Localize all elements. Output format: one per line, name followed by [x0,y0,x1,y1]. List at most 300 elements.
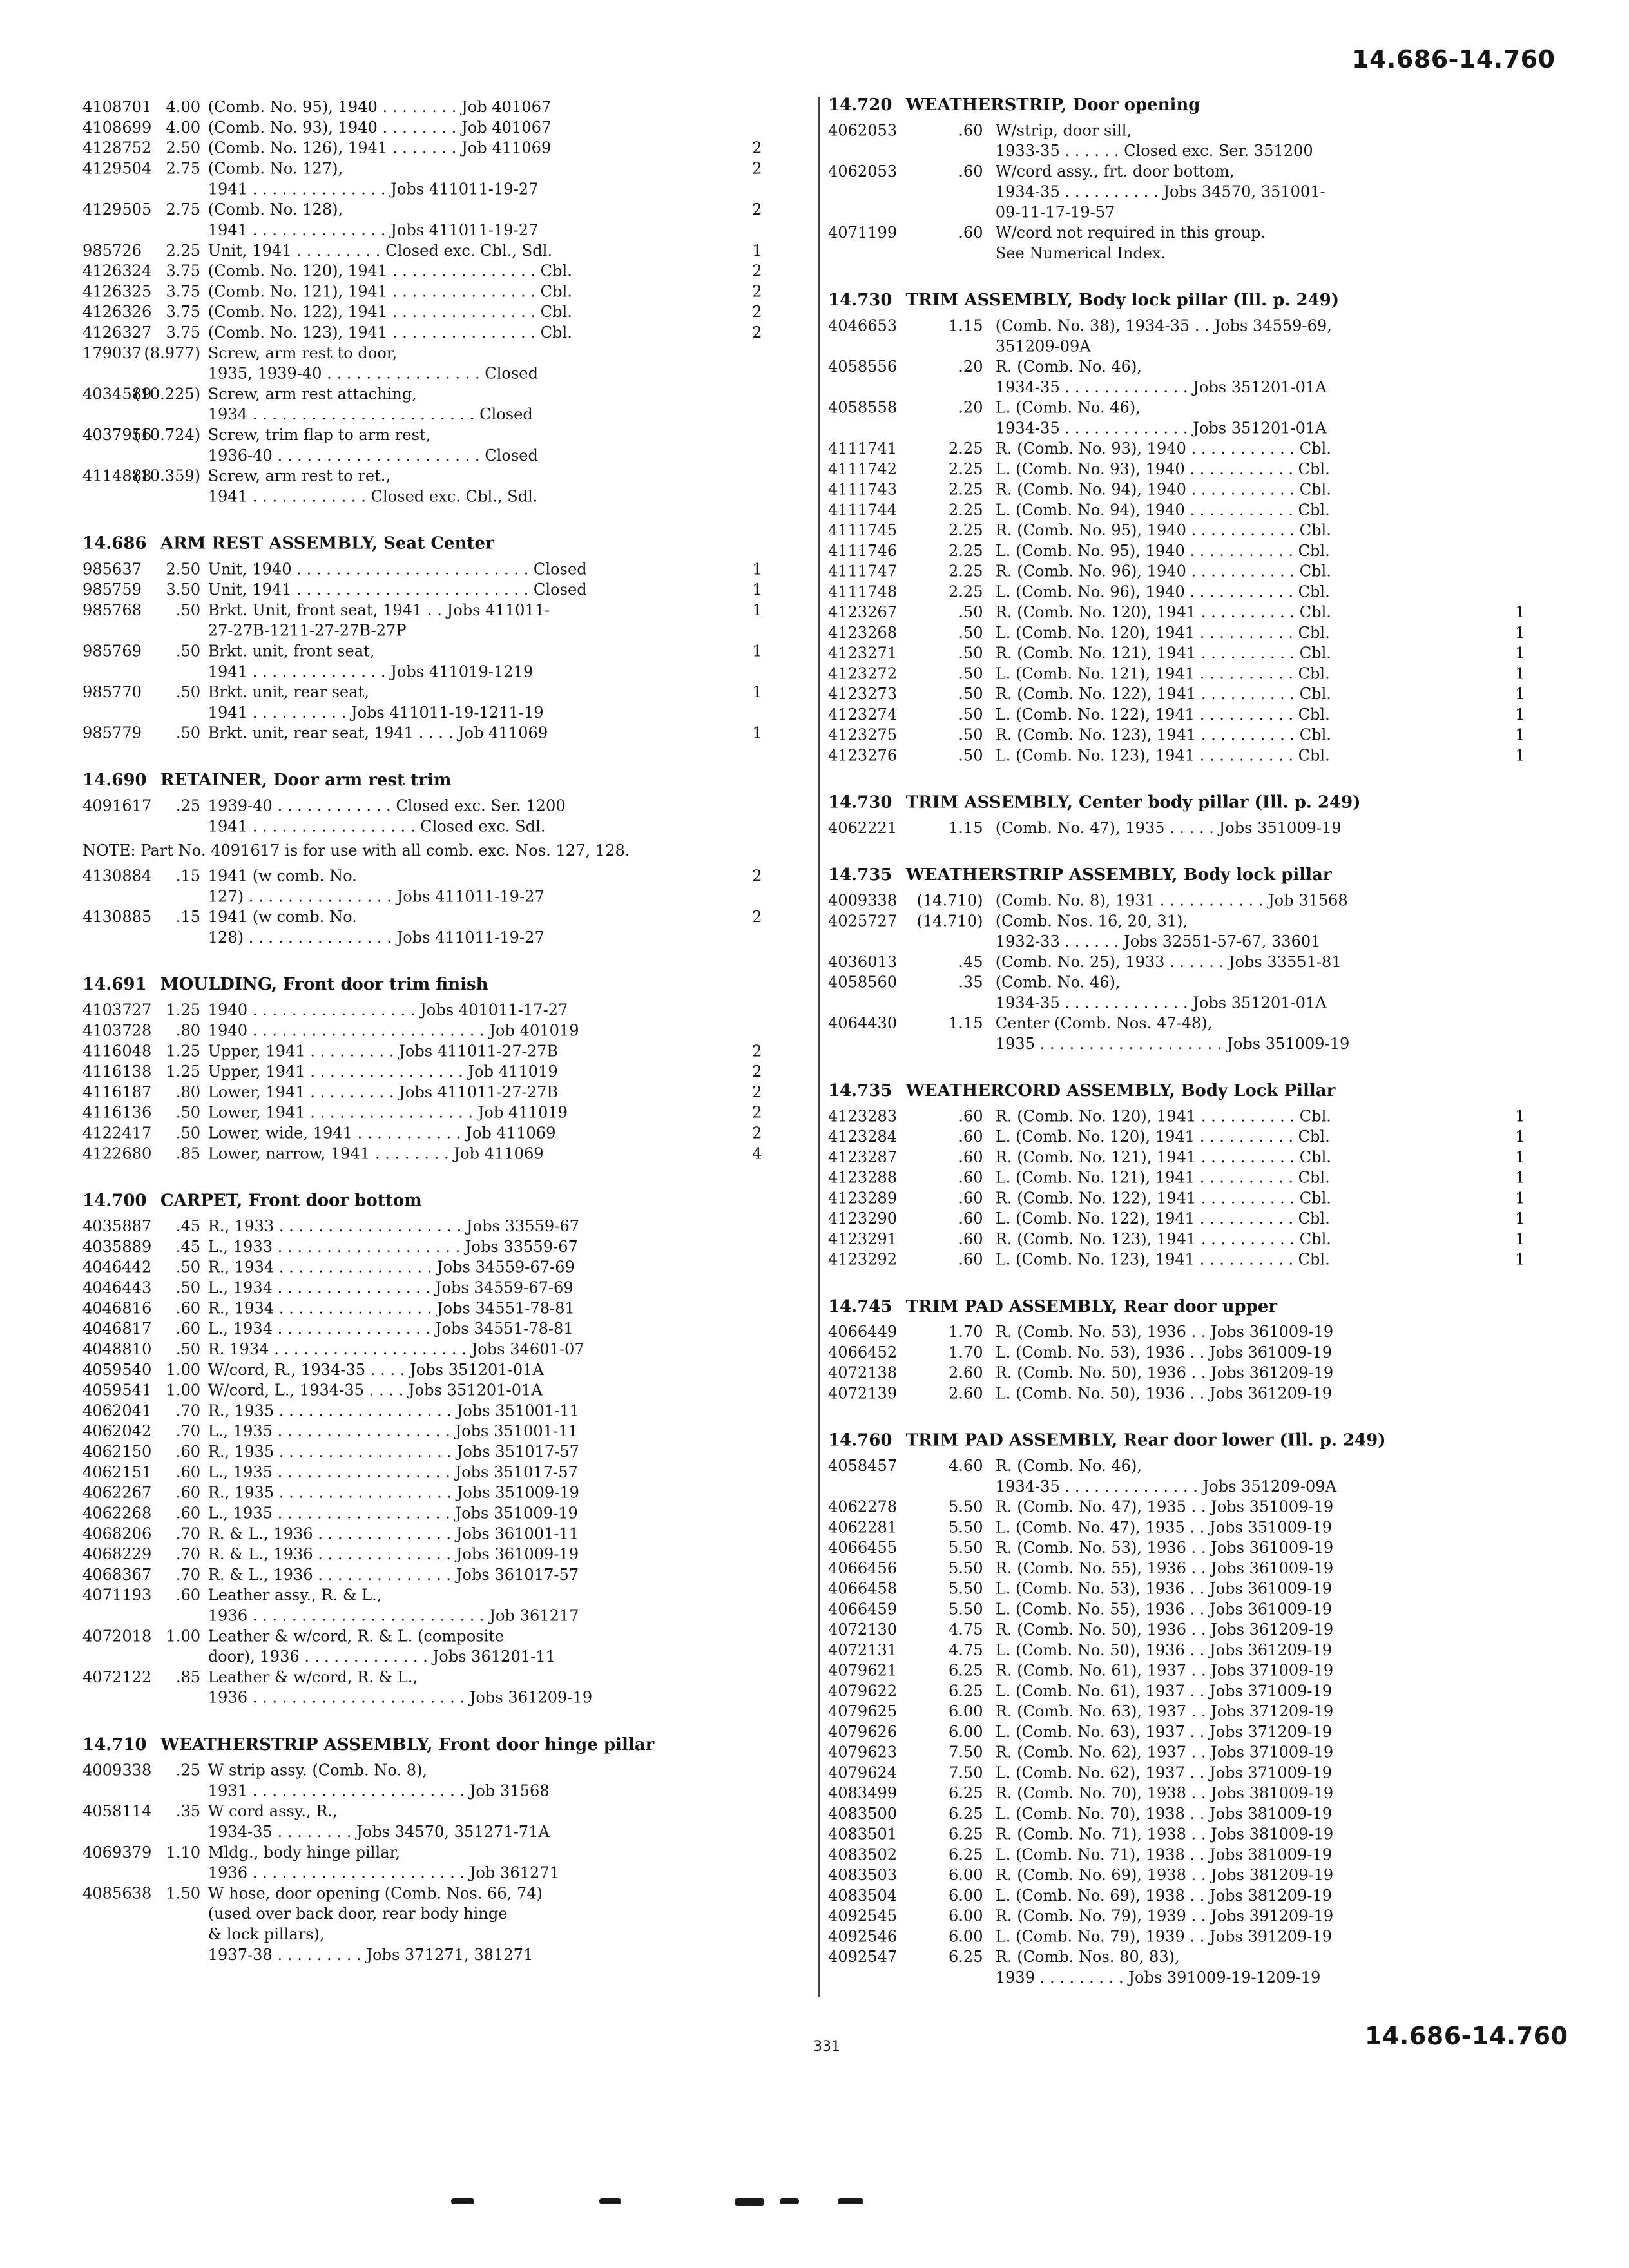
part-price: .50 [958,746,983,765]
part-row [828,890,1528,910]
part-row [828,581,1528,602]
description-line: R. (Comb. No. 47), 1935 . . Jobs 351009-19 [995,1497,1334,1516]
part-description [208,1564,742,1585]
part-description [996,120,1504,161]
part-row [82,1462,778,1483]
part-price: .50 [958,664,983,683]
description-line: L. (Comb. No. 46), [995,398,1141,417]
quantity: 1 [1515,726,1525,744]
part-row [82,322,778,343]
part-number: 4079623 [828,1743,898,1762]
part-row [82,1441,778,1462]
description-line: R. (Comb. No. 123), 1941 . . . . . . . . . . Cbl. [995,726,1331,744]
part-row [82,425,778,466]
part-number: 4062278 [828,1497,898,1516]
part-row [82,795,778,836]
part-row [828,1824,1528,1845]
part-price: .60 [958,1189,983,1207]
quantity: 2 [752,303,762,321]
part-price: .70 [175,1544,201,1563]
description-line: 1935 . . . . . . . . . . . . . . . . . . . Jobs 351009-19 [995,1034,1350,1053]
part-number: 4079621 [828,1661,898,1680]
description-line: L. (Comb. No. 61), 1937 . . Jobs 371009-19 [995,1682,1333,1700]
part-row [82,1216,778,1236]
part-row [82,117,778,138]
section-heading [828,289,1528,312]
description-line: L., 1935 . . . . . . . . . . . . . . . . . . Jobs 351001-11 [207,1422,578,1440]
section-heading [82,974,778,996]
part-description [996,1844,1504,1865]
part-number: 4123289 [828,1189,898,1207]
part-row [828,1456,1528,1497]
part-price: 1.25 [166,1042,201,1061]
part-row [82,1842,778,1883]
part-row [82,1801,778,1842]
part-price: .15 [175,907,201,926]
quantity: 1 [1515,664,1525,683]
part-price: 2.75 [166,200,201,218]
part-number: 4059540 [82,1360,152,1379]
part-number: 4035887 [82,1216,152,1235]
description-line: (Comb. No. 127), [207,159,343,178]
part-price: .50 [175,1340,201,1358]
quantity: 1 [1515,684,1525,703]
part-row [828,1660,1528,1681]
quantity: 2 [752,262,762,280]
description-line: (Comb. No. 95), 1940 . . . . . . . . Job 401067 [207,97,552,116]
part-price: 2.25 [948,459,983,478]
part-row [828,1013,1528,1054]
part-description [208,1360,742,1380]
part-price: 6.25 [948,1804,983,1823]
description-line: (Comb. No. 38), 1934-35 . . Jobs 34559-69, [995,316,1332,335]
description-line: R. (Comb. No. 93), 1940 . . . . . . . . . . . Cbl. [995,439,1331,457]
part-description [208,1061,742,1082]
part-price: 2.50 [166,560,201,579]
quantity: 2 [752,1042,762,1061]
description-line: R. (Comb. No. 71), 1938 . . Jobs 381009-19 [995,1825,1334,1843]
part-number: 4130885 [82,907,152,926]
part-row [82,1421,778,1441]
part-description [208,1216,742,1236]
description-line: 1935, 1939-40 . . . . . . . . . . . . . . . . Closed [207,364,539,383]
part-description [996,1906,1504,1927]
description-line: 128) . . . . . . . . . . . . . . . Jobs 411011-19-27 [207,928,545,947]
description-line: 1934-35 . . . . . . . . . . Jobs 34570, 351001- [995,182,1325,201]
part-price: 1.25 [166,1062,201,1081]
description-line: Unit, 1940 . . . . . . . . . . . . . . . . . . . . . . . . Closed [207,560,587,579]
description-line: L. (Comb. No. 69), 1938 . . Jobs 381209-19 [995,1886,1333,1905]
description-line: R. (Comb. No. 120), 1941 . . . . . . . . . . Cbl. [995,602,1331,621]
part-row [82,1564,778,1585]
part-price: .60 [958,121,983,140]
part-price: .60 [958,1229,983,1248]
part-price: .50 [958,623,983,642]
description-line: R., 1933 . . . . . . . . . . . . . . . . . . . Jobs 33559-67 [207,1216,580,1235]
part-number: 4116136 [82,1103,152,1122]
part-number: 4062281 [828,1518,898,1537]
part-description [996,643,1504,664]
part-description [208,795,742,836]
section-title: RETAINER, Door arm rest trim [160,770,452,790]
part-row [82,1503,778,1523]
description-line: R. (Comb. No. 50), 1936 . . Jobs 361209-19 [995,1620,1334,1639]
part-description [208,158,742,199]
part-row [82,1236,778,1257]
description-line: R. (Comb. Nos. 80, 83), [995,1948,1180,1966]
description-line: L. (Comb. No. 79), 1939 . . Jobs 391209-19 [995,1927,1333,1946]
part-description [208,1143,742,1164]
description-line: W/cord, L., 1934-35 . . . . Jobs 351201-01A [207,1381,543,1399]
part-row [82,1102,778,1123]
part-description [208,1544,742,1564]
part-description [996,581,1504,602]
part-description [208,1122,742,1143]
part-description [208,1462,742,1483]
part-price: 6.00 [948,1907,983,1925]
description-line: R. (Comb. No. 61), 1937 . . Jobs 371009-19 [995,1661,1334,1680]
quantity: 1 [1515,1128,1525,1146]
description-line: 1934 . . . . . . . . . . . . . . . . . . . . . . . Closed [207,405,533,424]
part-price: .60 [958,224,983,242]
part-row [828,1517,1528,1537]
part-row [828,1579,1528,1599]
part-row [828,316,1528,357]
part-description [996,1229,1504,1249]
part-price: 5.50 [948,1600,983,1619]
part-row [828,541,1528,561]
part-description [208,865,742,907]
part-number: 4123268 [828,623,898,642]
part-description [996,398,1504,439]
part-number: 4111748 [828,582,898,601]
description-line: (Comb. No. 46), [995,973,1121,992]
part-price: 2.60 [948,1363,983,1382]
quantity: 1 [1515,623,1525,642]
part-description [208,138,742,159]
part-row [828,1844,1528,1865]
part-description [208,1041,742,1061]
part-number: 4062151 [82,1463,152,1481]
part-number: 4046443 [82,1278,152,1297]
part-row [82,1760,778,1801]
description-line: L. (Comb. No. 122), 1941 . . . . . . . . . . Cbl. [995,1209,1330,1227]
description-line: L. (Comb. No. 71), 1938 . . Jobs 381009-19 [995,1845,1333,1864]
part-description [996,890,1504,910]
part-price: 1.00 [166,1627,201,1646]
part-description [996,972,1504,1013]
part-row [82,1298,778,1318]
part-price: .60 [958,1168,983,1187]
part-number: 4111744 [828,501,898,519]
part-number: 4009338 [82,1761,152,1780]
description-line: R. (Comb. No. 55), 1936 . . Jobs 361009-19 [995,1559,1334,1577]
description-line: 1939-40 . . . . . . . . . . . . Closed exc. Ser. 1200 [207,796,566,815]
description-line: 1941 . . . . . . . . . . Jobs 411011-19-1211-19 [207,703,544,722]
section-title: TRIM ASSEMBLY, Center body pillar (Ill. p. 249) [905,793,1361,812]
part-description [208,240,742,261]
description-line: Screw, arm rest to door, [207,343,398,362]
part-row [828,1926,1528,1946]
description-line: (Comb. No. 122), 1941 . . . . . . . . . . . . . . . Cbl. [207,303,572,321]
quantity: 1 [752,601,762,619]
part-description [208,1842,742,1883]
part-description [208,1318,742,1339]
part-row [828,120,1528,161]
quantity: 2 [752,323,762,341]
part-price: (14.710) [916,912,983,930]
part-price: 3.75 [166,262,201,280]
part-number: 4079622 [828,1682,898,1700]
part-number: 4083500 [828,1804,898,1823]
part-row [82,1082,778,1102]
description-line: R. (Comb. No. 53), 1936 . . Jobs 361009-19 [995,1538,1334,1557]
part-price: .50 [175,1258,201,1276]
part-number: 4072131 [828,1640,898,1659]
part-price: .60 [175,1299,201,1318]
section-title: WEATHERSTRIP ASSEMBLY, Body lock pillar [905,865,1332,885]
part-row [828,704,1528,725]
description-line: (Comb. No. 123), 1941 . . . . . . . . . . . . . . . Cbl. [207,323,572,341]
part-description [208,1801,742,1842]
part-row [82,240,778,261]
part-number: 4083502 [828,1845,898,1864]
description-line: L., 1933 . . . . . . . . . . . . . . . . . . . Jobs 33559-67 [207,1237,578,1256]
part-description [208,1236,742,1257]
part-number: 4123287 [828,1148,898,1166]
quantity: 1 [1515,746,1525,765]
part-number: 4123288 [828,1168,898,1187]
description-line: L. (Comb. No. 50), 1936 . . Jobs 361209-19 [995,1384,1333,1403]
description-line: L. (Comb. No. 55), 1936 . . Jobs 361009-19 [995,1600,1333,1619]
section-14-730 [828,791,1528,838]
part-number: 4123274 [828,705,898,724]
part-description [208,1400,742,1421]
part-price: 1.15 [948,316,983,335]
description-line: (Comb. No. 93), 1940 . . . . . . . . Job 401067 [207,118,552,137]
part-description [208,322,742,343]
part-price: .50 [175,1103,201,1122]
part-price: 6.25 [948,1845,983,1864]
quantity: 2 [752,907,762,926]
part-description [208,281,742,302]
part-description [208,1483,742,1503]
description-line: R. (Comb. No. 122), 1941 . . . . . . . . . . Cbl. [995,1189,1331,1207]
quantity: 2 [752,1124,762,1142]
quantity: 1 [752,580,762,599]
part-row [828,479,1528,500]
part-row [82,1400,778,1421]
quantity: 2 [752,1103,762,1122]
description-line: Brkt. unit, rear seat, [207,682,369,701]
part-number: 4111746 [828,541,898,560]
description-line: 1932-33 . . . . . . Jobs 32551-57-67, 33601 [995,932,1321,950]
section-heading [828,864,1528,887]
part-row [82,1667,778,1708]
part-number: 4062042 [82,1422,152,1440]
quantity: 1 [1515,1229,1525,1248]
part-row [828,398,1528,439]
part-row [828,952,1528,972]
part-description [208,117,742,138]
quantity: 1 [1515,1148,1525,1166]
part-row [82,723,778,744]
quantity: 1 [752,682,762,701]
part-description [208,1883,742,1965]
part-description [996,602,1504,622]
part-number: 4035889 [82,1237,152,1256]
part-price: 2.25 [948,582,983,601]
description-line: (Comb. No. 128), [207,200,343,218]
description-line: R. (Comb. No. 69), 1938 . . Jobs 381209-19 [995,1865,1334,1884]
description-line: R., 1934 . . . . . . . . . . . . . . . . Jobs 34551-78-81 [207,1299,575,1318]
part-row [82,1143,778,1164]
part-description [996,1168,1504,1188]
part-description [996,1558,1504,1579]
part-price: .50 [175,682,201,701]
part-price: 2.60 [948,1384,983,1403]
description-line: R. (Comb. No. 62), 1937 . . Jobs 371009-19 [995,1743,1334,1762]
part-description [996,1680,1504,1701]
part-price: .60 [175,1319,201,1338]
part-number: 4079625 [828,1702,898,1720]
part-description [208,1760,742,1801]
description-line: 1936 . . . . . . . . . . . . . . . . . . . . . . Jobs 361209-19 [207,1688,593,1707]
description-line: R. (Comb. No. 120), 1941 . . . . . . . . . . Cbl. [995,1107,1331,1126]
part-row [82,1483,778,1503]
part-price: .50 [958,602,983,621]
part-description [996,161,1504,222]
part-number: 4048810 [82,1340,152,1358]
section-number: 14.735 [828,1081,892,1100]
part-price: 2.25 [948,541,983,560]
part-price: 2.50 [166,139,201,157]
section-14-735 [828,1080,1528,1269]
part-description [996,1208,1504,1229]
part-number: 4126325 [82,282,152,301]
part-number: 4068229 [82,1544,152,1563]
part-row [82,383,778,425]
part-price: .45 [958,952,983,971]
part-description [996,1187,1504,1208]
part-row [828,222,1528,264]
part-description [208,682,742,723]
part-number: 4072018 [82,1627,152,1646]
part-price: 6.25 [948,1948,983,1966]
quantity: 2 [752,282,762,301]
section-heading [828,94,1528,117]
description-line: Upper, 1941 . . . . . . . . . Jobs 411011-27-27B [207,1042,559,1061]
part-price: 7.50 [948,1763,983,1782]
part-row [82,138,778,159]
part-row [828,1187,1528,1208]
part-price: 3.50 [166,580,201,599]
description-line: (Comb. No. 126), 1941 . . . . . . . Job 411069 [207,139,552,157]
part-row [828,1537,1528,1558]
description-line: L., 1935 . . . . . . . . . . . . . . . . . . Jobs 351009-19 [207,1504,578,1523]
description-line: 1931 . . . . . . . . . . . . . . . . . . . . . . Job 31568 [207,1782,550,1800]
part-number: 4116138 [82,1062,152,1081]
description-line: L. (Comb. No. 123), 1941 . . . . . . . . . . Cbl. [995,1250,1330,1269]
part-number: 4083503 [828,1865,898,1884]
part-number: 4122417 [82,1124,152,1142]
part-row [828,684,1528,704]
part-description [208,1257,742,1278]
part-price: 4.60 [948,1456,983,1475]
description-line: R. (Comb. No. 46), [995,357,1142,376]
description-line: W hose, door opening (Comb. Nos. 66, 74) [207,1884,543,1903]
quantity: 1 [752,560,762,579]
part-description [996,745,1504,765]
description-line: Brkt. unit, rear seat, 1941 . . . . Job 411069 [207,724,548,742]
part-description [996,459,1504,479]
part-description [996,1640,1504,1660]
part-price: .70 [175,1565,201,1584]
part-row [82,1122,778,1143]
description-line: L. (Comb. No. 122), 1941 . . . . . . . . . . Cbl. [995,705,1330,724]
part-description [208,1379,742,1400]
part-row [828,1946,1528,1988]
part-number: 4092547 [828,1948,898,1966]
description-line: R. (Comb. No. 123), 1941 . . . . . . . . . . Cbl. [995,1229,1331,1248]
part-number: 4064430 [828,1014,898,1032]
part-number: 4129505 [82,200,152,218]
description-line: L. (Comb. No. 50), 1936 . . Jobs 361209-19 [995,1640,1333,1659]
part-description [996,1722,1504,1742]
part-price: 4.00 [166,118,201,137]
description-line: R., 1935 . . . . . . . . . . . . . . . . . . Jobs 351009-19 [207,1483,580,1502]
part-row [82,600,778,641]
part-price: .60 [958,1128,983,1146]
part-description [208,1503,742,1523]
part-description [996,1599,1504,1619]
part-price: .60 [175,1463,201,1481]
part-row [828,1208,1528,1229]
part-description [996,438,1504,459]
part-description [996,1537,1504,1558]
section-14-760 [828,1430,1528,1988]
part-description [996,356,1504,398]
part-number: 4079626 [828,1722,898,1741]
part-number: 4129504 [82,159,152,178]
part-row [82,640,778,682]
part-number: 4123267 [828,602,898,621]
section-number: 14.686 [82,533,147,553]
description-line: (Comb. No. 25), 1933 . . . . . . Jobs 33551-81 [995,952,1342,971]
section-14-745 [828,1296,1528,1403]
section-number: 14.745 [828,1296,892,1316]
part-row [82,1061,778,1082]
section-title: ARM REST ASSEMBLY, Seat Center [160,533,494,553]
part-description [996,1803,1504,1824]
description-line: W/cord not required in this group. [995,224,1266,242]
section-heading [82,1734,778,1756]
section-number: 14.735 [828,865,892,885]
description-line: 1934-35 . . . . . . . . . . . . . Jobs 351201-01A [995,994,1327,1012]
left-column [82,97,778,1991]
part-row [828,1619,1528,1640]
part-price: .80 [175,1021,201,1040]
part-description [208,723,742,744]
description-line: Screw, arm rest attaching, [207,385,417,403]
section-heading [82,769,778,792]
part-row [828,1865,1528,1885]
description-line: 127) . . . . . . . . . . . . . . . Jobs 411011-19-27 [207,887,545,906]
part-price: 5.50 [948,1538,983,1557]
description-line: R. 1934 . . . . . . . . . . . . . . . . . . . . Jobs 34601-07 [207,1340,584,1358]
description-line: (Comb. No. 121), 1941 . . . . . . . . . . . . . . . Cbl. [207,282,572,301]
part-row [82,1883,778,1965]
